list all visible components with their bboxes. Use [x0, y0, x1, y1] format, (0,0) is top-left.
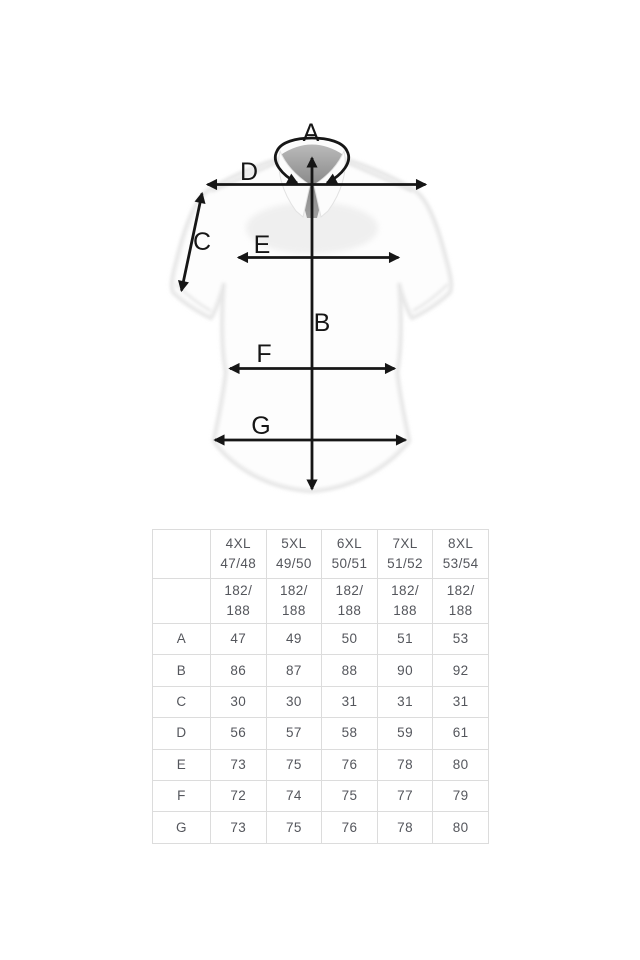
- height-cell: [211, 579, 267, 624]
- measurement-cell: 77: [377, 780, 433, 811]
- label-d: D: [239, 158, 259, 186]
- measurement-cell: 88: [322, 655, 378, 686]
- measurement-cell: 58: [322, 718, 378, 749]
- col-header-8xl: [433, 530, 489, 579]
- measurement-cell: 78: [377, 749, 433, 780]
- size-table-grid: [152, 529, 489, 844]
- label-b: B: [313, 309, 331, 337]
- measurement-cell: 79: [433, 780, 489, 811]
- measurement-cell: 31: [322, 686, 378, 717]
- measurement-cell: 51: [377, 624, 433, 655]
- height-value: 182/: [335, 583, 364, 598]
- measurement-cell: 86: [211, 655, 267, 686]
- height-cell: [377, 579, 433, 624]
- measurement-cell: 92: [433, 655, 489, 686]
- label-c: C: [192, 228, 212, 256]
- height-cell: [322, 579, 378, 624]
- measurement-cell: 74: [266, 780, 322, 811]
- row-label: C: [153, 686, 211, 717]
- height-value: 182/: [224, 583, 253, 598]
- height-row: [153, 579, 489, 624]
- size-table: [152, 529, 489, 844]
- col-header-5xl: [266, 530, 322, 579]
- measurement-cell: 50: [322, 624, 378, 655]
- measurement-cell: 73: [211, 812, 267, 843]
- table-row: [153, 749, 489, 780]
- table-row: [153, 718, 489, 749]
- size-fit: 53/54: [442, 556, 479, 571]
- height-value: 182/: [391, 583, 420, 598]
- measurement-cell: 61: [433, 718, 489, 749]
- label-a: A: [302, 119, 320, 147]
- measurement-cell: 78: [377, 812, 433, 843]
- corner-cell: [153, 530, 211, 579]
- measurement-cell: 73: [211, 749, 267, 780]
- size-fit: 47/48: [220, 556, 257, 571]
- row-label: A: [153, 624, 211, 655]
- label-e: E: [253, 231, 271, 259]
- table-row: [153, 812, 489, 843]
- measurement-cell: 76: [322, 749, 378, 780]
- row-label: G: [153, 812, 211, 843]
- measurement-cell: 75: [322, 780, 378, 811]
- size-fit: 50/51: [331, 556, 368, 571]
- col-header-7xl: [377, 530, 433, 579]
- height-value: 188: [393, 603, 417, 618]
- measurement-cell: 30: [266, 686, 322, 717]
- measurement-cell: 30: [211, 686, 267, 717]
- size-name: 4XL: [225, 536, 251, 551]
- measurement-cell: 76: [322, 812, 378, 843]
- corner-cell: [153, 579, 211, 624]
- col-header-6xl: [322, 530, 378, 579]
- height-value: 188: [282, 603, 306, 618]
- size-name: 6XL: [336, 536, 363, 551]
- height-value: 188: [337, 603, 362, 618]
- label-g: G: [251, 412, 271, 440]
- measurement-cell: 57: [266, 718, 322, 749]
- row-label: E: [153, 749, 211, 780]
- measurement-cell: 47: [211, 624, 267, 655]
- size-name: 5XL: [281, 536, 307, 551]
- measurement-cell: 31: [377, 686, 433, 717]
- table-row: [153, 655, 489, 686]
- size-fit: 49/50: [275, 556, 312, 571]
- size-name: 7XL: [392, 536, 418, 551]
- measurement-cell: 53: [433, 624, 489, 655]
- height-value: 182/: [279, 583, 308, 598]
- measurement-cell: 49: [266, 624, 322, 655]
- label-f: F: [256, 340, 272, 368]
- measurement-cell: 80: [433, 812, 489, 843]
- size-fit: 51/52: [387, 556, 423, 571]
- height-cell: [433, 579, 489, 624]
- measurement-cell: 59: [377, 718, 433, 749]
- measurement-cell: 75: [266, 812, 322, 843]
- measurement-cell: 90: [377, 655, 433, 686]
- size-header-row: [153, 530, 489, 579]
- row-label: B: [153, 655, 211, 686]
- table-row: [153, 780, 489, 811]
- height-value: 188: [226, 603, 251, 618]
- col-header-4xl: [211, 530, 267, 579]
- row-label: D: [153, 718, 211, 749]
- measurement-cell: 75: [266, 749, 322, 780]
- size-name: 8XL: [448, 536, 474, 551]
- table-row: [153, 624, 489, 655]
- table-row: [153, 686, 489, 717]
- height-value: 188: [448, 603, 473, 618]
- measurement-cell: 31: [433, 686, 489, 717]
- height-cell: [266, 579, 322, 624]
- measurement-cell: 72: [211, 780, 267, 811]
- measurement-cell: 80: [433, 749, 489, 780]
- measurement-cell: 87: [266, 655, 322, 686]
- measurement-cell: 56: [211, 718, 267, 749]
- row-label: F: [153, 780, 211, 811]
- height-value: 182/: [446, 583, 475, 598]
